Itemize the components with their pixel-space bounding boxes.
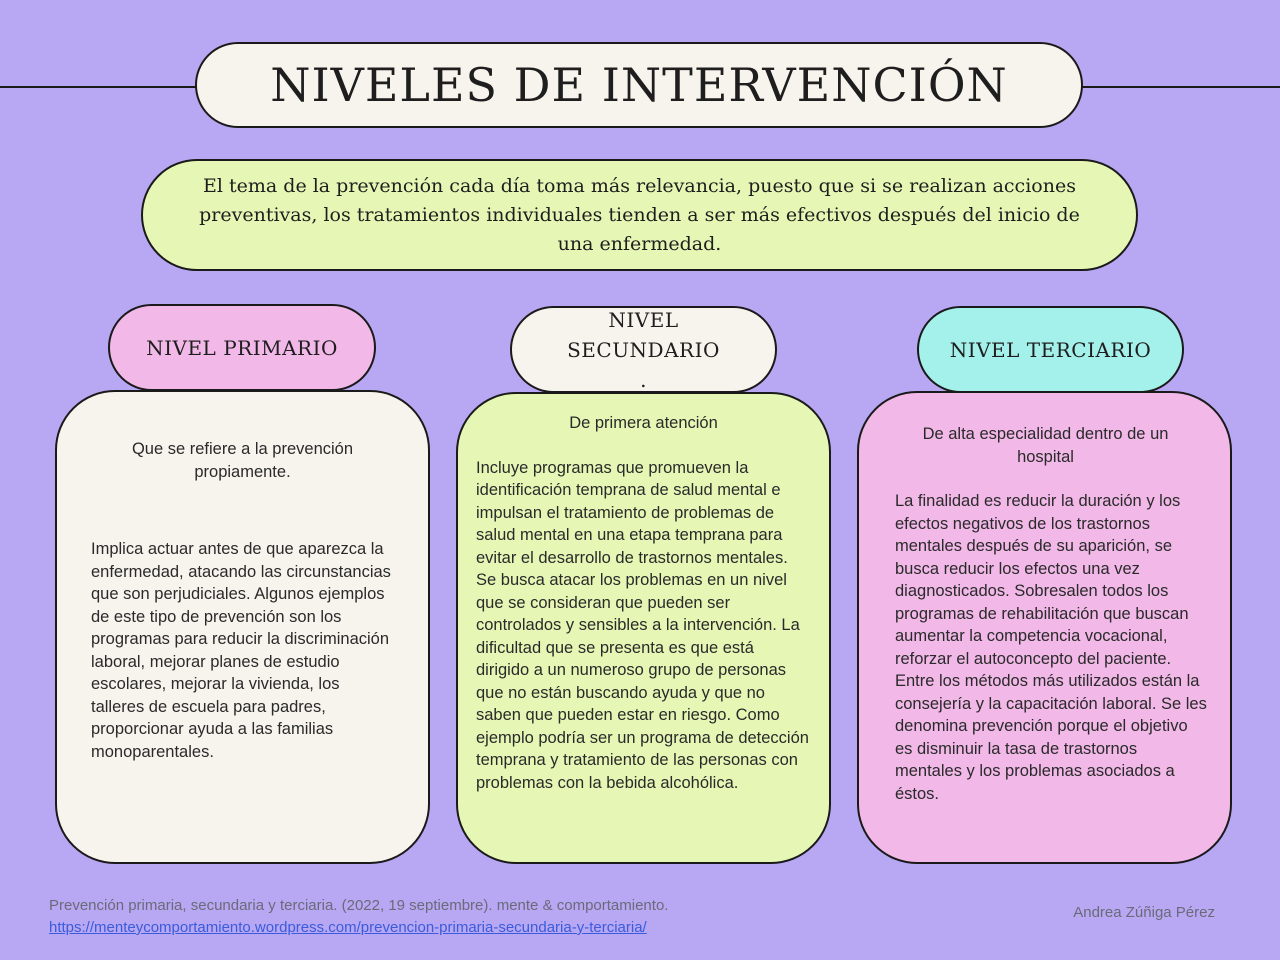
reference [49, 895, 809, 939]
reference-text: Prevención primaria, secundaria y terciaria. (2022, 19 septiembre). mente & comportamiento. [49, 897, 669, 914]
level-primary-body: Implica actuar antes de que aparezca la enfermedad, atacando las circunstancias que son perjudiciales. Algunos ejemplos de este tipo de prevención son los programas para reducir la discriminación laboral, mejorar planes de estudio escolares, mejorar la vivienda, los talleres de escuela para padres, proporcionar ayuda a las familias monoparentales. [91, 540, 391, 761]
intro-text: El tema de la prevención cada día toma más relevancia, puesto que si se realizan acciones preventivas, los tratamientos individuales tienden a ser más efectivos después del inicio de una enfermedad. [199, 174, 1080, 255]
level-primary-card [55, 390, 430, 864]
reference-link[interactable]: https://menteycomportamiento.wordpress.com/prevencion-primaria-secundaria-y-terciaria/ [49, 919, 647, 936]
page-title: NIVELES DE INTERVENCIÓN [195, 42, 1083, 128]
author-name: Andrea Zúñiga Pérez [1073, 904, 1215, 921]
level-secondary-subtitle: De primera atención [569, 414, 718, 432]
title-rule-left [0, 86, 200, 88]
title-rule-right [1080, 86, 1280, 88]
level-secondary-label [510, 306, 777, 393]
level-tertiary-label [917, 306, 1184, 393]
level-secondary-body: Incluye programas que promueven la identificación temprana de salud mental e impulsan el tratamiento de problemas de salud mental en una etapa temprana para evitar el desarrollo de trastornos mentales. Se busca atacar los problemas en un nivel que se consideran que pueden ser controlados y sensibles a la intervención. La dificultad que se presenta es que está dirigido a un numeroso grupo de personas que no están buscando ayuda y que no saben que pueden estar en riesgo. Como ejemplo podría ser un programa de detección temprana y tratamiento de las personas con problemas con la bebida alcohólica. [476, 458, 809, 792]
level-primary-subtitle: Que se refiere a la prevención propiamente. [131, 440, 354, 481]
level-secondary-label-text: NIVEL SECUNDARIO . [567, 307, 720, 392]
level-tertiary-body: La finalidad es reducir la duración y los efectos negativos de los trastornos mentales después de su aparición, se busca reducir los efectos una vez diagnosticados. Sobresalen todos los programas de rehabilitación que buscan aumentar la competencia vocacional, reforzar el autoconcepto del paciente. Entre los métodos más utilizados están la consejería y la capacitación laboral. Se les denomina prevención porque el objetivo es disminuir la tasa de trastornos mentales y los problemas asociados a éstos. [895, 492, 1207, 803]
level-tertiary-subtitle: De alta especialidad dentro de un hospital [922, 425, 1169, 466]
level-tertiary-card [857, 391, 1232, 864]
level-tertiary-label-text: NIVEL TERCIARIO [949, 337, 1152, 362]
level-primary-label [108, 304, 376, 391]
intro-box [141, 159, 1138, 271]
level-secondary-card [456, 392, 831, 864]
level-primary-label-text: NIVEL PRIMARIO [146, 335, 338, 360]
